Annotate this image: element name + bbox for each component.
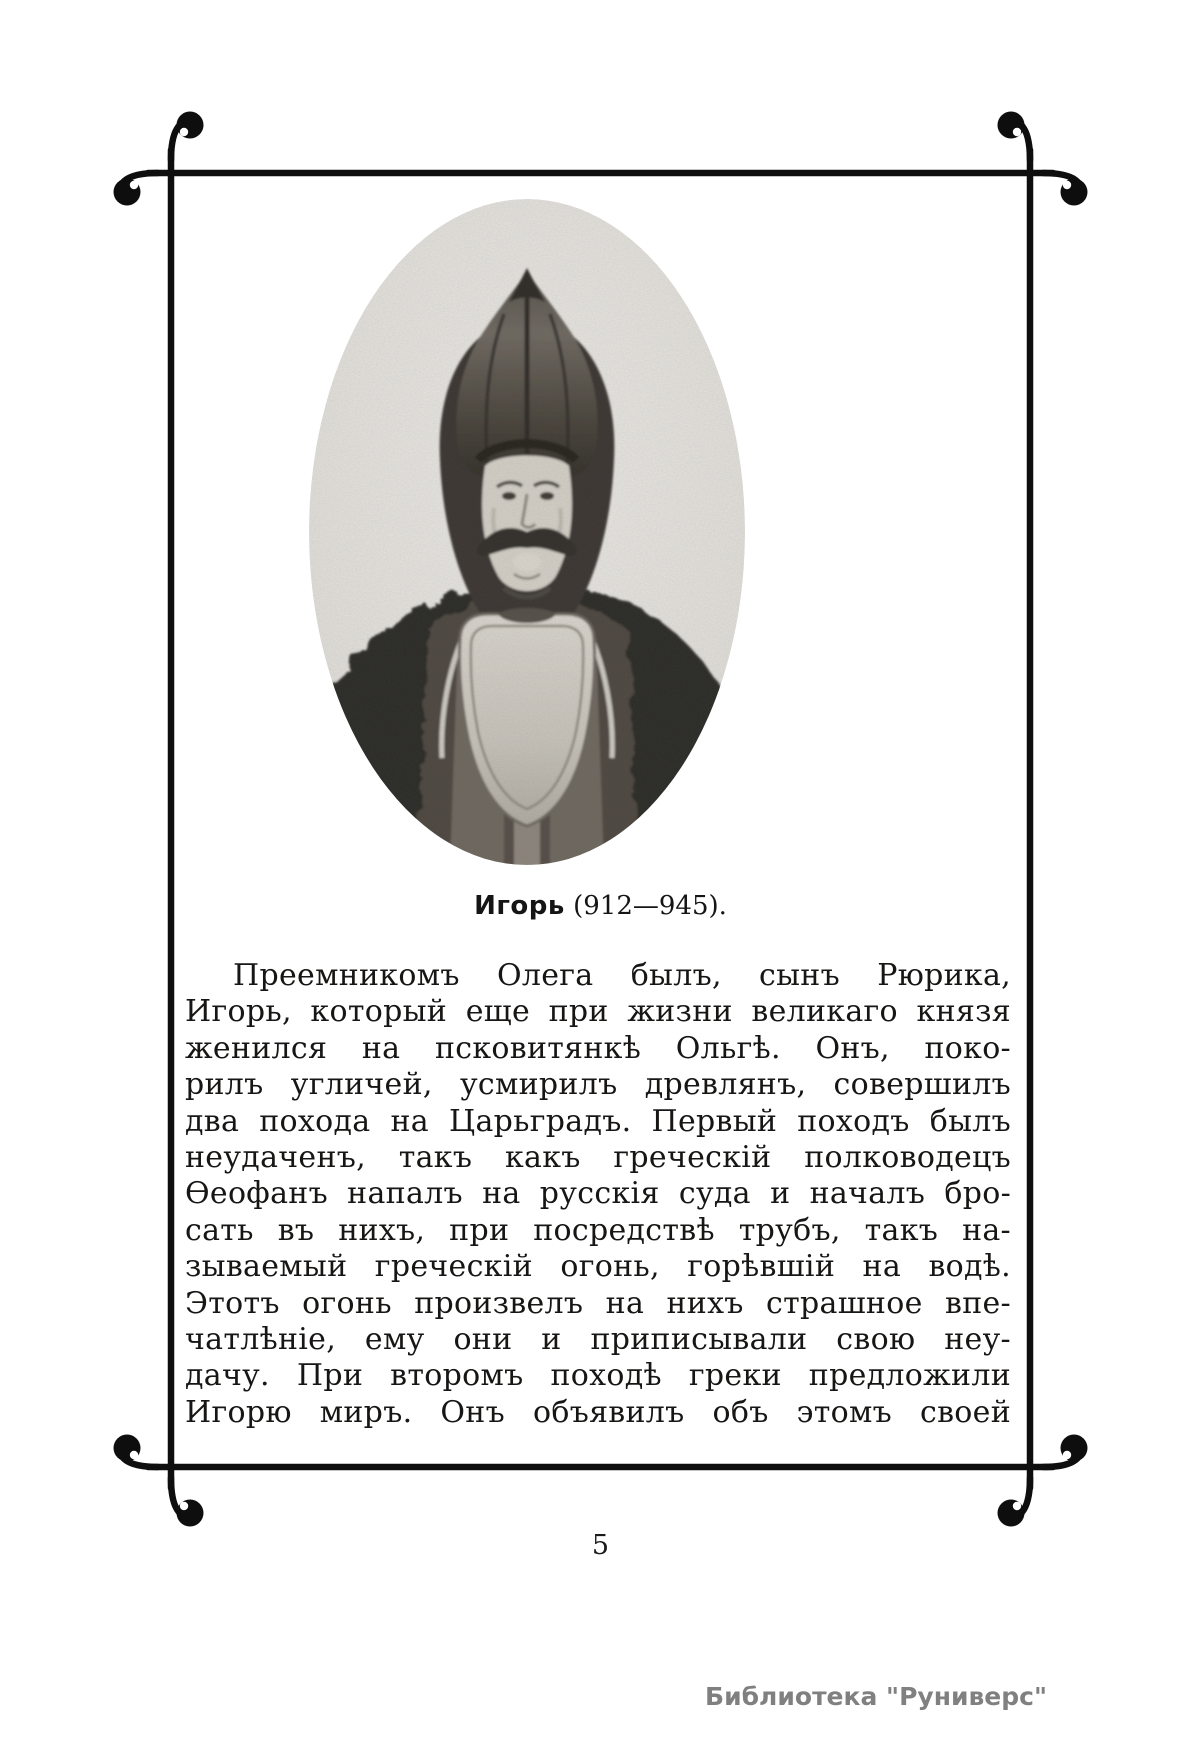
text-line: Игорь, который еще при жизни великаго князя: [185, 994, 1011, 1030]
portrait-caption: [171, 891, 1030, 921]
text-line: рилъ угличей, усмирилъ древлянъ, совершилъ: [185, 1067, 1011, 1103]
text-line: Ѳеофанъ напалъ на русскія суда и началъ бро-: [185, 1176, 1011, 1212]
text-line: зываемый греческій огонь, горѣвшій на водѣ.: [185, 1249, 1011, 1285]
text-line: женился на псковитянкѣ Ольгѣ. Онъ, поко-: [185, 1030, 1011, 1066]
paragraph: [185, 958, 1011, 1431]
caption-years: (912—945).: [573, 891, 727, 921]
text-line: два похода на Царьградъ. Первый походъ былъ: [185, 1103, 1011, 1139]
library-watermark: Библиотека "Руниверс": [705, 1682, 1047, 1711]
text-line: дачу. При второмъ походѣ греки предложили: [185, 1358, 1011, 1394]
text-line: сать въ нихъ, при посредствѣ трубъ, такъ на-: [185, 1212, 1011, 1248]
caption-name: Игорь: [474, 891, 565, 921]
text-line: чатлѣніе, ему они и приписывали свою неу-: [185, 1322, 1011, 1358]
text-line: Преемникомъ Олега былъ, сынъ Рюрика,: [233, 958, 1011, 993]
text-line: Игорю миръ. Онъ объявилъ объ этомъ своей: [185, 1394, 1011, 1430]
portrait-igor: [308, 198, 746, 866]
lithograph-grain: [308, 198, 746, 866]
text-line: Этотъ огонь произвелъ на нихъ страшное впе-: [185, 1285, 1011, 1321]
portrait-illustration: [308, 198, 746, 866]
text-line: неудаченъ, такъ какъ греческій полководецъ: [185, 1140, 1011, 1176]
page-number: 5: [591, 1530, 610, 1561]
